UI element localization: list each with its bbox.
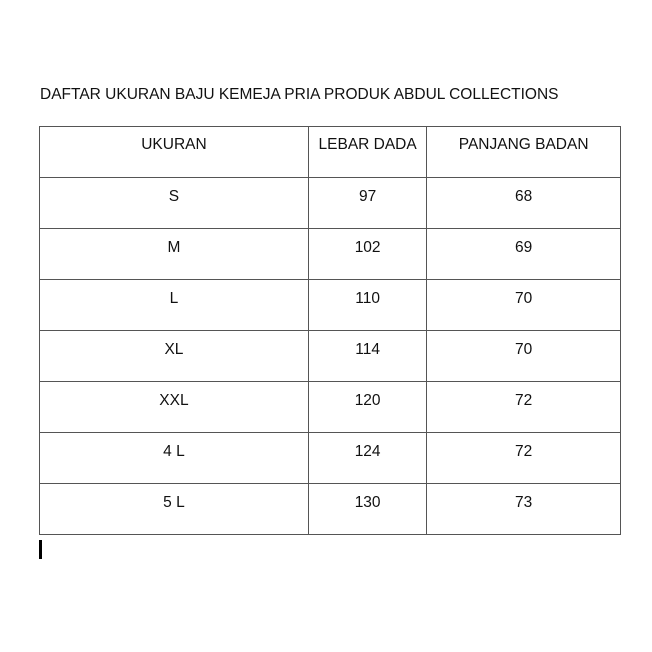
cell-size: S xyxy=(40,178,309,229)
size-chart-table xyxy=(39,126,621,535)
table-row xyxy=(40,331,621,382)
cell-size: M xyxy=(40,229,309,280)
cell-size: 4 L xyxy=(40,433,309,484)
cell-body-length: 69 xyxy=(427,229,621,280)
cell-chest-width: 120 xyxy=(308,382,426,433)
table-row xyxy=(40,280,621,331)
table-row xyxy=(40,433,621,484)
cell-body-length: 72 xyxy=(427,382,621,433)
cell-chest-width: 102 xyxy=(308,229,426,280)
header-panjang-badan: PANJANG BADAN xyxy=(427,127,621,178)
cell-size: 5 L xyxy=(40,484,309,535)
cell-body-length: 73 xyxy=(427,484,621,535)
table-header-row xyxy=(40,127,621,178)
cell-chest-width: 97 xyxy=(308,178,426,229)
cell-chest-width: 124 xyxy=(308,433,426,484)
table-row xyxy=(40,229,621,280)
header-lebar-dada: LEBAR DADA xyxy=(308,127,426,178)
cell-body-length: 68 xyxy=(427,178,621,229)
page-title: DAFTAR UKURAN BAJU KEMEJA PRIA PRODUK ABDUL COLLECTIONS xyxy=(40,86,559,103)
text-cursor xyxy=(39,540,42,559)
cell-chest-width: 130 xyxy=(308,484,426,535)
cell-body-length: 70 xyxy=(427,280,621,331)
cell-size: XXL xyxy=(40,382,309,433)
table-row xyxy=(40,382,621,433)
cell-size: XL xyxy=(40,331,309,382)
table-row xyxy=(40,484,621,535)
cell-chest-width: 110 xyxy=(308,280,426,331)
cell-chest-width: 114 xyxy=(308,331,426,382)
table-row xyxy=(40,178,621,229)
cell-body-length: 72 xyxy=(427,433,621,484)
header-ukuran: UKURAN xyxy=(40,127,309,178)
cell-size: L xyxy=(40,280,309,331)
cell-body-length: 70 xyxy=(427,331,621,382)
